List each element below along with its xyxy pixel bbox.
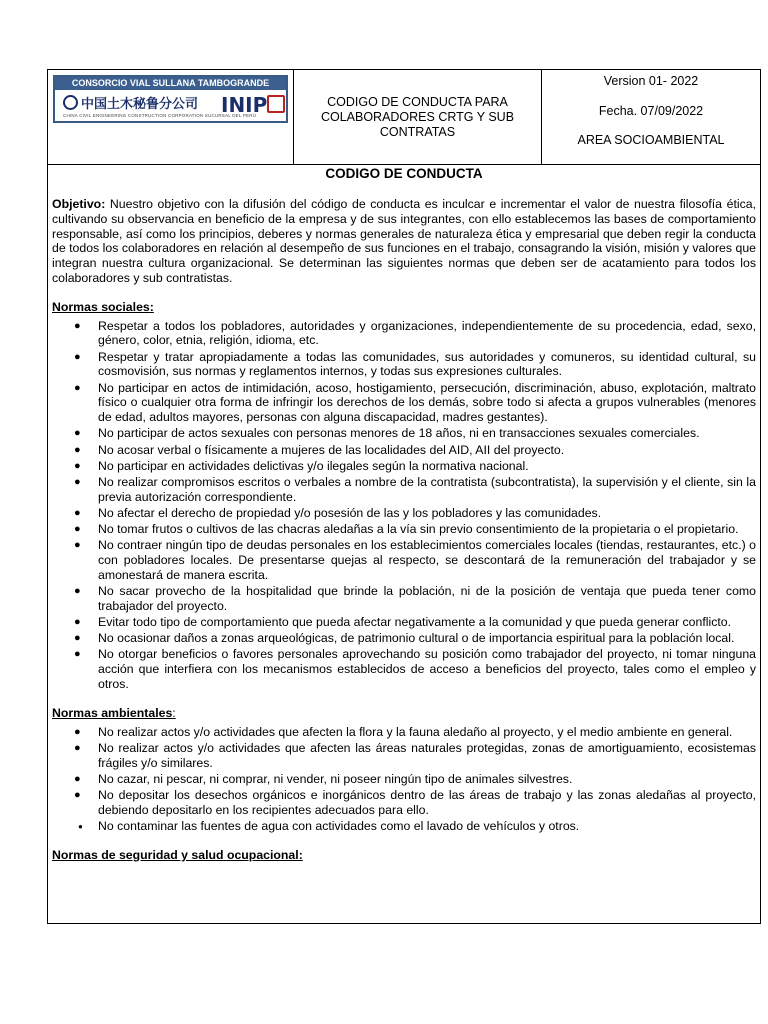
document-title-cell <box>294 70 542 164</box>
list-item-text: No realizar compromisos escritos o verbales a nombre de la contratista (subcontratista), la supervisión y el cliente, sin la previa autorización correspondiente. <box>98 474 756 504</box>
environmental-norms-heading <box>52 706 756 721</box>
list-item-text: No cazar, ni pescar, ni comprar, ni vender, ni poseer ningún tipo de animales silvestres. <box>98 771 573 786</box>
bullet-icon: ● <box>74 741 81 754</box>
list-item-text: No acosar verbal o físicamente a mujeres de las localidades del AID, AII del proyecto. <box>98 442 565 457</box>
list-item <box>52 443 756 458</box>
list-item-text: Respetar a todos los pobladores, autoridades y organizaciones, independientemente de su procedencia, edad, sexo, género, color, etnia, religión, idioma, etc. <box>98 318 756 348</box>
logo-cell <box>48 70 294 164</box>
list-item-text: No afectar el derecho de propiedad y/o posesión de las y los pobladores y las comunidades. <box>98 505 602 520</box>
objective-paragraph <box>52 197 756 286</box>
social-heading-text: Normas sociales <box>52 299 150 314</box>
list-item-text: No contraer ningún tipo de deudas personales en los establecimientos comerciales locales (tiendas, restaurantes, etc.) o con pobladores locales. De presentarse quejas al respecto, se descontará de la remuneración del trabajador y se amonestará de manera escrita. <box>98 538 756 582</box>
bullet-icon: ● <box>74 459 81 472</box>
bullet-icon: ● <box>74 319 81 332</box>
list-item <box>52 381 756 425</box>
document-header <box>48 70 760 165</box>
list-item <box>52 741 756 771</box>
list-item-text: No realizar actos y/o actividades que afecten la flora y la fauna aledaño al proyecto, y el medio ambiente en general. <box>98 724 733 739</box>
company-logo <box>53 75 288 123</box>
list-item <box>52 584 756 614</box>
document-title: CODIGO DE CONDUCTA PARA COLABORADORES CRTG Y SUB CONTRATAS <box>320 94 515 139</box>
list-item <box>52 788 756 818</box>
social-norms-heading <box>52 300 756 315</box>
area-label: AREA SOCIOAMBIENTAL <box>577 133 725 147</box>
bullet-icon: ● <box>74 381 81 394</box>
safety-norms-heading: Normas de seguridad y salud ocupacional: <box>52 847 303 862</box>
bullet-icon: ● <box>74 632 81 645</box>
list-item-text: No depositar los desechos orgánicos e inorgánicos dentro de las áreas de trabajo y las zonas aledañas al proyecto, debiendo depositarlo en los recipientes adecuados para ello. <box>98 787 756 817</box>
list-item <box>52 350 756 380</box>
list-item <box>52 319 756 349</box>
list-item-text: Respetar y tratar apropiadamente a todas las comunidades, sus autoridades y comuneros, su identidad cultural, su cosmovisión, sus normas y reglamentos internos, y todas sus expresiones culturales. <box>98 349 756 379</box>
list-item-text: No sacar provecho de la hospitalidad que brinde la población, ni de la posición de ventaja que pueda tener como trabajador del proyecto. <box>98 584 756 613</box>
list-item <box>52 647 756 691</box>
bullet-icon: ● <box>74 788 81 801</box>
list-item-text: No realizar actos y/o actividades que afecten las áreas naturales protegidas, zonas de amortiguamiento, ecosistemas frágiles y/o similares. <box>98 740 756 770</box>
list-item <box>52 538 756 582</box>
objective-label: Objetivo: <box>52 197 106 211</box>
logo-company-name: CONSORCIO VIAL SULLANA TAMBOGRANDE <box>55 77 286 90</box>
list-item <box>52 426 756 441</box>
list-item <box>52 615 756 630</box>
list-item <box>52 772 756 787</box>
list-item-text: No participar en actos de intimidación, acoso, hostigamiento, persecución, discriminación, abuso, explotación, maltrato físico o cualquier otra forma de infringir los derechos de los demás, sobre todo si afecta a grupos vulnerables (menores de edad, adultos mayores, personas con alguna discapacidad, madres gestantes). <box>98 380 756 425</box>
bullet-icon: ● <box>74 585 81 598</box>
version-label: Version 01- 2022 <box>603 74 699 88</box>
list-item-text: No tomar frutos o cultivos de las chacras aledañas a la vía sin previo consentimiento de la propietaria o el propietario. <box>98 522 739 537</box>
document-meta-cell <box>542 70 760 164</box>
bullet-icon: ● <box>74 616 81 629</box>
list-item-text: No otorgar beneficios o favores personales aprovechando su posición como trabajador del proyecto, ni tomar ninguna acción que interfiera con los mecanismos establecidos de acceso a beneficios del proyecto, tales como el empleo y otros. <box>98 647 756 691</box>
logo-ring-icon <box>63 95 78 110</box>
bullet-icon: ● <box>74 772 81 785</box>
environmental-heading-text: Normas ambientales <box>52 705 173 720</box>
objective-text: Nuestro objetivo con la difusión del código de conducta es inculcar e incrementar el valor de nuestra filosofía ética, cultivando su observancia en beneficio de la empresa y de sus integrantes, con ello establecemos las bases de comportamiento responsable, así como los principios, deberes y normas generales de naturaleza ética y empresarial que deben regir la conducta de todos los colaboradores en relación al desempeño de sus funciones en el trabajo, consagrando la visión, misión y valores que integran nuestra cultura organizacional. Se determinan las siguientes normas que deben ser de acatamiento para todos los colaboradores y sub contratistas. <box>52 197 756 285</box>
bullet-icon: ● <box>78 821 83 831</box>
social-norms-list <box>52 319 756 692</box>
document-body <box>52 164 756 863</box>
list-item <box>52 506 756 521</box>
bullet-icon: ● <box>74 443 81 456</box>
list-item-text: Evitar todo tipo de comportamiento que pueda afectar negativamente a la comunidad y que pueda generar conflicto. <box>98 615 732 630</box>
list-item-text: No contaminar las fuentes de agua con actividades como el lavado de vehículos y otros. <box>98 818 580 833</box>
list-item <box>52 459 756 474</box>
date-label: Fecha. 07/09/2022 <box>598 104 704 118</box>
inip-mark-icon <box>267 95 285 113</box>
list-item-text: No ocasionar daños a zonas arqueológicas, de patrimonio cultural o de importancia espiritual para la población local. <box>98 631 735 646</box>
logo-inip: INIP <box>221 93 268 117</box>
document-frame <box>47 69 761 924</box>
list-item-text: No participar en actividades delictivas y/o ilegales según la normativa nacional. <box>98 458 529 473</box>
bullet-icon: ● <box>74 539 81 552</box>
section-title: CODIGO DE CONDUCTA <box>325 166 483 181</box>
bullet-icon: ● <box>74 506 81 519</box>
bullet-icon: ● <box>74 350 81 363</box>
social-heading-suffix: : <box>149 299 154 314</box>
list-item <box>52 819 756 834</box>
environmental-norms-list <box>52 725 756 834</box>
list-item <box>52 522 756 537</box>
list-item <box>52 475 756 505</box>
list-item-text: No participar de actos sexuales con personas menores de 18 años, ni en transacciones sexuales comerciales. <box>98 426 700 441</box>
bullet-icon: ● <box>74 427 81 440</box>
environmental-heading-suffix: : <box>172 705 176 720</box>
bullet-icon: ● <box>74 648 81 661</box>
bullet-icon: ● <box>74 725 81 738</box>
list-item <box>52 725 756 740</box>
list-item <box>52 631 756 646</box>
bullet-icon: ● <box>74 523 81 536</box>
logo-chinese-text <box>63 93 198 112</box>
logo-cn-label: 中国土木秘鲁分公司 <box>81 97 199 112</box>
logo-subtext: CHINA CIVIL ENGINEERING CONSTRUCTION CORPORATION SUCURSAL DEL PERÚ <box>63 113 257 118</box>
bullet-icon: ● <box>74 475 81 488</box>
